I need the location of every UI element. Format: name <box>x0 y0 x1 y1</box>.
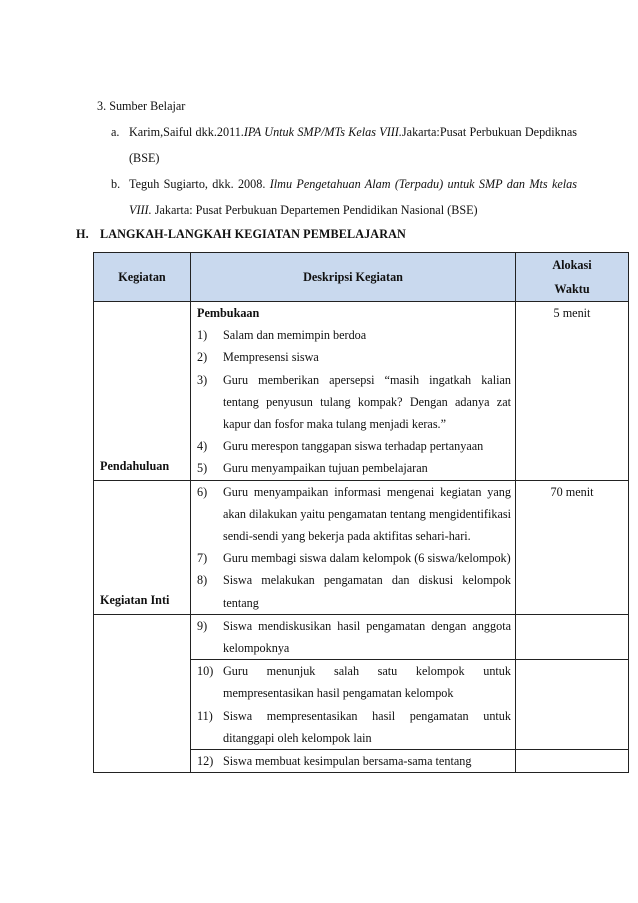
item-text: Guru memberikan apersepsi “masih ingatkah kalian tentang penyusun tulang kompak? Dengan adanya zat kapur dan fosfor maka tulang menjadi keras.” <box>223 372 511 432</box>
table-header-row <box>94 253 629 302</box>
item-text: Guru menyampaikan informasi mengenai kegiatan yang akan dilakukan yaitu pengamatan tentang mengidentifikasi sendi-sendi yang bekerja pada aktifitas sehari-hari. <box>223 484 511 544</box>
source-publisher: Jakarta:Pusat Perbukuan Depdiknas (BSE) <box>129 125 578 165</box>
item-number: 5) <box>197 461 208 476</box>
sources-list <box>97 119 577 223</box>
list-item <box>197 481 511 548</box>
item-number: 6) <box>197 484 208 499</box>
item-number: 3) <box>197 372 208 387</box>
description-cell <box>191 660 516 750</box>
sources-heading <box>97 93 577 119</box>
activity-cell: Kegiatan Inti <box>94 480 191 614</box>
activity-cell-empty <box>94 750 191 773</box>
list-item <box>197 569 511 613</box>
opening-subheading: Pembukaan <box>197 306 260 320</box>
list-item <box>197 324 511 346</box>
source-title: Ilmu Pengetahuan Alam (Terpadu) untuk SMP dan Mts kelas VIII. <box>129 177 577 217</box>
source-label: a. <box>111 125 120 139</box>
time-cell-empty <box>516 660 629 750</box>
item-number: 4) <box>197 439 208 454</box>
source-title: IPA Untuk SMP/MTs Kelas VIII. <box>243 125 402 139</box>
sources-heading-text: 3. Sumber Belajar <box>97 99 186 113</box>
source-author: Karim,Saiful dkk.2011. <box>129 125 244 139</box>
header-allocation <box>516 253 629 302</box>
list-item <box>197 369 511 436</box>
description-cell <box>191 302 516 481</box>
description-cell <box>191 750 516 773</box>
learning-steps-table <box>93 252 629 773</box>
table-row <box>94 480 629 614</box>
item-number: 1) <box>197 328 208 343</box>
item-number: 9) <box>197 618 208 633</box>
source-text <box>129 171 577 223</box>
section-title: LANGKAH-LANGKAH KEGIATAN PEMBELAJARAN <box>100 227 406 241</box>
table-row <box>94 302 629 481</box>
item-text: Siswa melakukan pengamatan dan diskusi kelompok tentang <box>223 573 511 610</box>
source-publisher: Jakarta: Pusat Perbukuan Departemen Pendidikan Nasional (BSE) <box>151 203 478 217</box>
list-item <box>197 660 511 704</box>
time-cell: 70 menit <box>516 480 629 614</box>
table-row <box>94 660 629 750</box>
item-text: Guru menyampaikan tujuan pembelajaran <box>223 461 428 476</box>
list-item <box>197 457 511 479</box>
item-number: 12) <box>197 754 214 769</box>
list-item <box>197 435 511 457</box>
item-text: Guru membagi siswa dalam kelompok (6 siswa/kelompok) <box>223 551 511 566</box>
item-text: Salam dan memimpin berdoa <box>223 328 367 343</box>
section-letter: H. <box>76 227 89 241</box>
activity-cell: Pendahuluan <box>94 302 191 481</box>
list-item <box>197 705 511 749</box>
time-cell-empty <box>516 614 629 659</box>
header-allocation-line1: Alokasi <box>552 258 592 272</box>
table-row <box>94 750 629 773</box>
header-activity: Kegiatan <box>94 253 191 302</box>
list-item <box>197 750 511 772</box>
source-item-b <box>97 171 577 223</box>
description-cell <box>191 480 516 614</box>
item-text: Mempresensi siswa <box>223 350 319 365</box>
table-row <box>94 614 629 659</box>
source-author: Teguh Sugiarto, dkk. 2008. <box>129 177 270 191</box>
time-cell-empty <box>516 750 629 773</box>
activity-cell-empty <box>94 660 191 750</box>
section-heading <box>76 227 406 242</box>
item-number: 10) <box>197 664 214 679</box>
activity-cell-empty <box>94 614 191 659</box>
source-text <box>129 119 577 171</box>
learning-sources <box>97 93 577 223</box>
source-item-a <box>97 119 577 171</box>
item-text: Siswa membuat kesimpulan bersama-sama tentang <box>223 754 472 769</box>
header-allocation-line2: Waktu <box>554 282 590 296</box>
item-number: 8) <box>197 573 208 588</box>
item-text: Siswa mendiskusikan hasil pengamatan dengan anggota kelompoknya <box>223 618 511 656</box>
item-text: Guru menunjuk salah satu kelompok untuk mempresentasikan hasil pengamatan kelompok <box>223 664 511 701</box>
item-number: 2) <box>197 350 208 365</box>
item-number: 11) <box>197 708 213 723</box>
list-item <box>197 615 511 659</box>
item-text: Guru merespon tanggapan siswa terhadap pertanyaan <box>223 439 484 454</box>
list-item <box>197 547 511 569</box>
list-item <box>197 346 511 368</box>
description-cell <box>191 614 516 659</box>
time-cell: 5 menit <box>516 302 629 481</box>
item-text: Siswa mempresentasikan hasil pengamatan untuk ditanggapi oleh kelompok lain <box>223 708 511 745</box>
header-description: Deskripsi Kegiatan <box>191 253 516 302</box>
source-label: b. <box>111 177 121 191</box>
item-number: 7) <box>197 551 208 566</box>
